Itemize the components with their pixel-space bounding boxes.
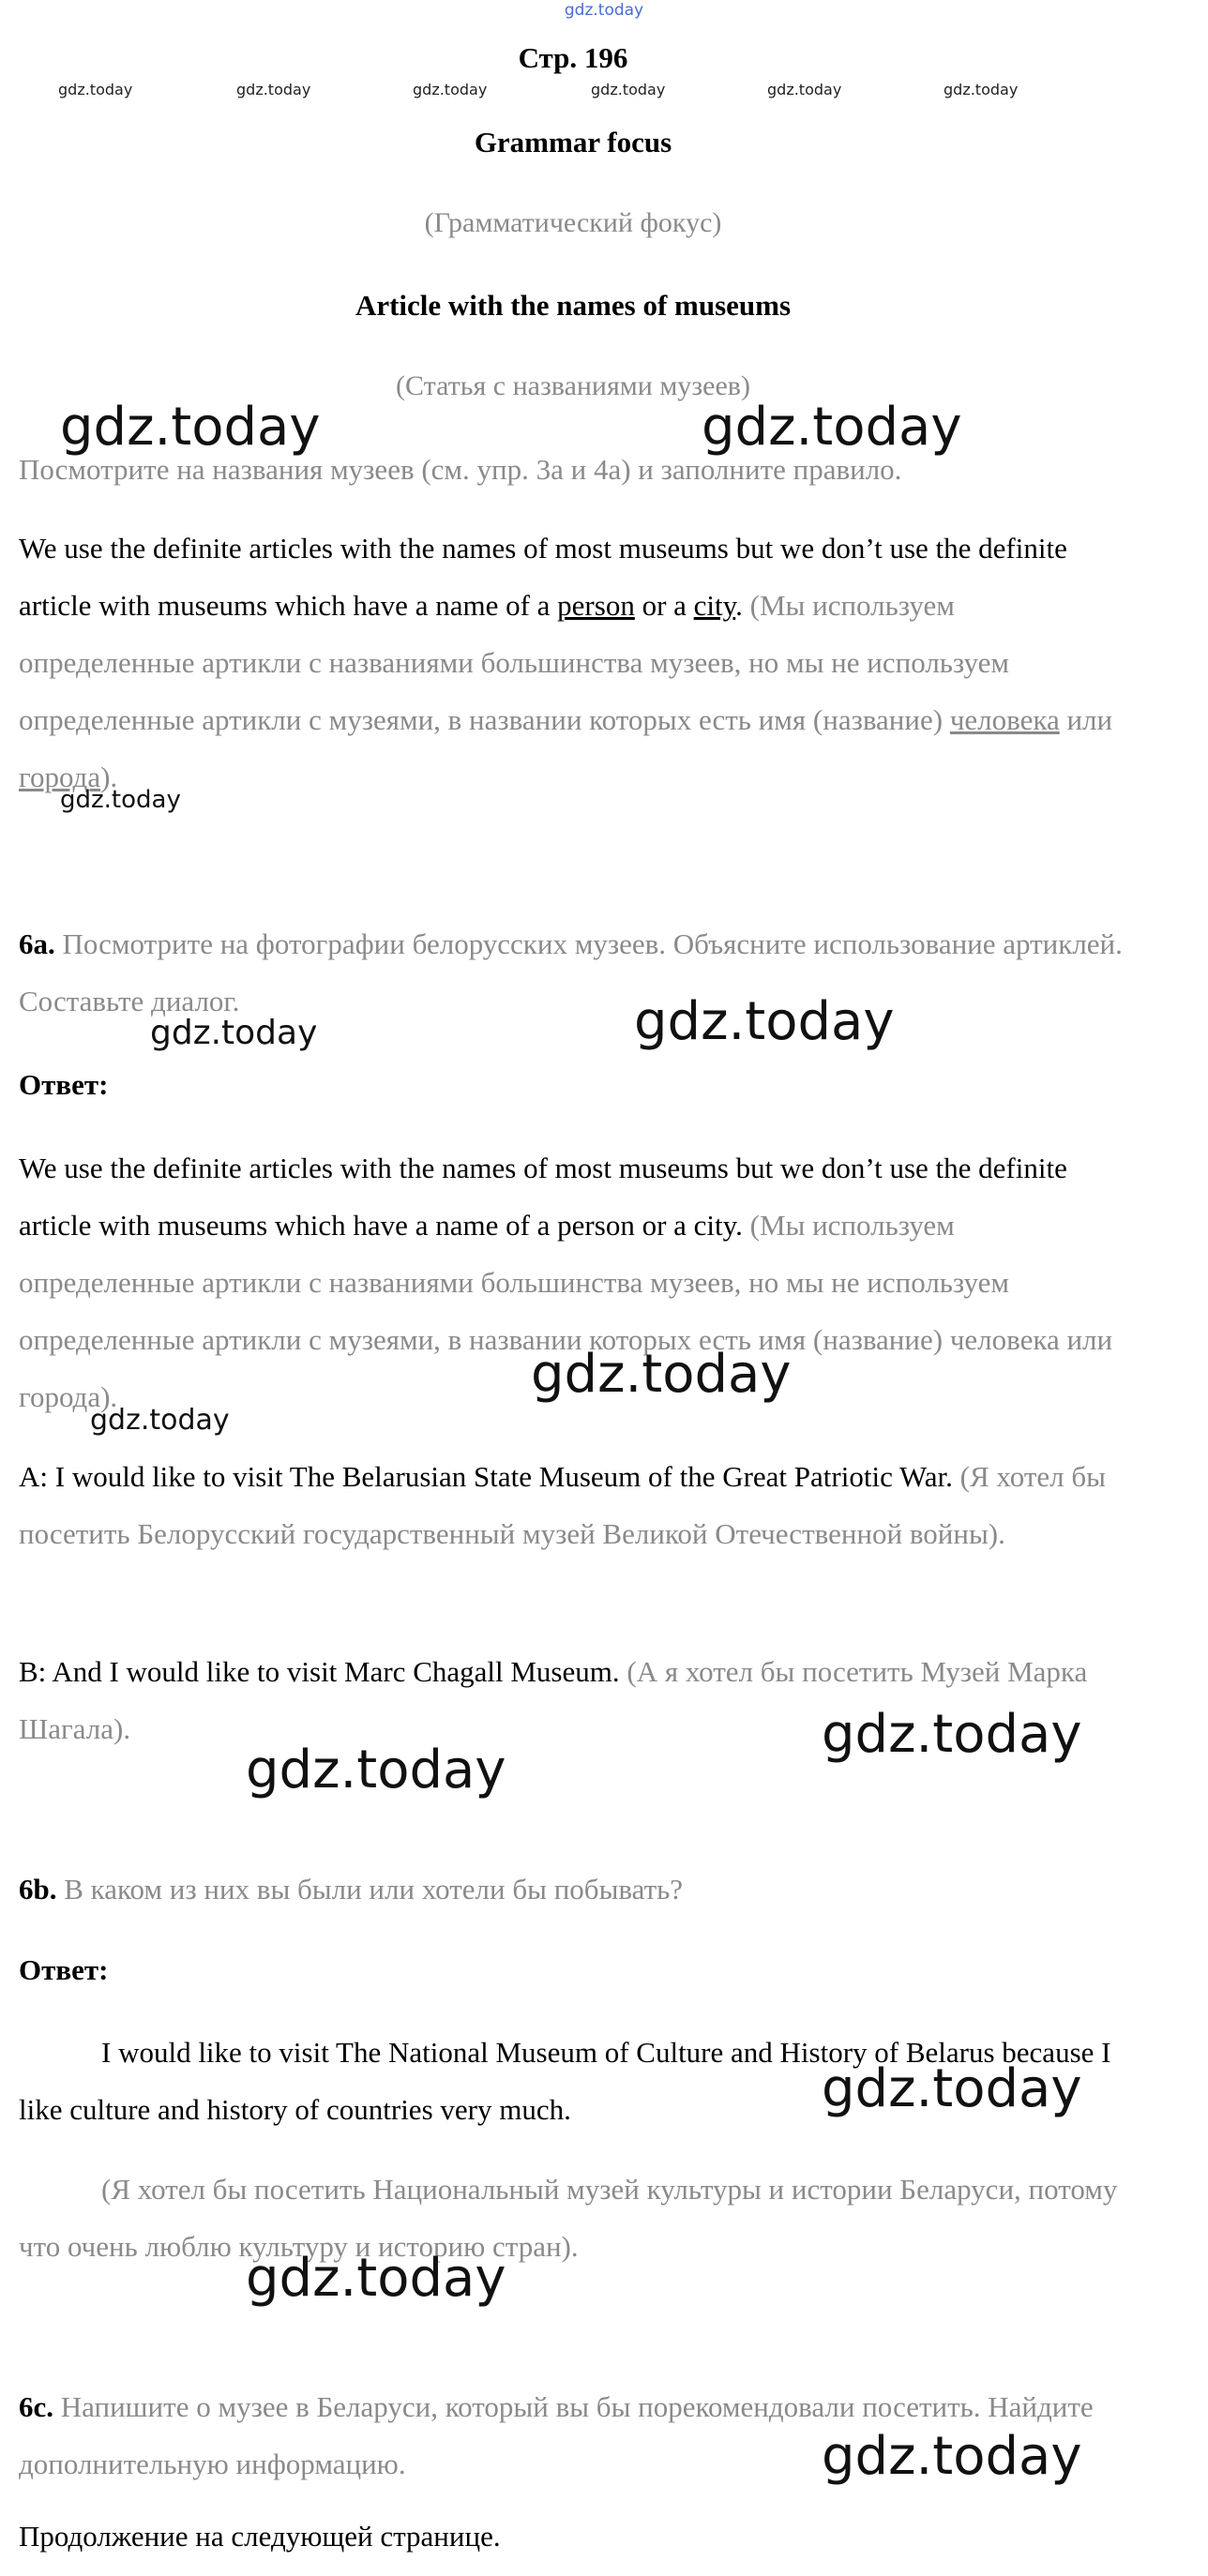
- watermark: gdz.today: [150, 1014, 318, 1052]
- task-text: В каком из них вы были или хотели бы побывать?: [56, 1873, 684, 1906]
- watermark: gdz.today: [531, 1344, 792, 1405]
- watermark-row: [0, 81, 1208, 103]
- watermark: gdz.today: [702, 397, 962, 458]
- section-heading: Grammar focus: [474, 126, 672, 158]
- rule-text: We use the definite articles with the names of most museums but we don’t use the definite article with museums which have a name of a: [19, 532, 1067, 622]
- answer-russian: (Мы используем определенные артикли с названиями большинства музеев, но мы не используем определенные артикли с музеями, в названии которых есть имя (название) человека или города).: [19, 1209, 1113, 1413]
- rule-blank-city: city: [693, 589, 736, 622]
- watermark: gdz.today: [944, 81, 1019, 98]
- page-title: Стр. 196: [518, 41, 628, 74]
- watermark: gdz.today: [58, 81, 133, 98]
- answer-label: Ответ:: [19, 1953, 109, 1986]
- watermark: gdz.today: [822, 2426, 1082, 2487]
- rule-translation: (Мы используем определенные артикли с названиями большинства музеев, но мы не используем определенные артикли с музеями, в названии которых есть имя (название) человека или города).: [19, 589, 1113, 793]
- watermark: gdz.today: [246, 2248, 506, 2309]
- rule-text: .: [735, 589, 743, 622]
- watermark: gdz.today: [767, 81, 842, 98]
- dialog-line-a: [19, 1448, 1130, 1562]
- task-label: 6b.: [19, 1873, 57, 1906]
- task-6b: [19, 1860, 1130, 1918]
- task-text: Напишите о музее в Беларуси, который вы бы порекомендовали посетить. Найдите дополнительную информацию.: [19, 2390, 1094, 2480]
- watermark: gdz.today: [60, 397, 321, 458]
- watermark: gdz.today: [236, 81, 311, 98]
- watermark: gdz.today: [591, 81, 666, 98]
- answer-6b-english: I would like to visit The National Museum of Culture and History of Belarus because I like culture and history of countries very much.: [19, 2036, 1111, 2126]
- rule-text: or a: [634, 589, 694, 622]
- top-watermark: gdz.today: [564, 1, 644, 20]
- answer-label: Ответ:: [19, 1068, 109, 1101]
- watermark: gdz.today: [413, 81, 488, 98]
- instruction-text: Посмотрите на названия музеев (см. упр. 3a и 4a) и заполните правило.: [19, 453, 902, 486]
- section-subheading: Article with the names of museums: [355, 289, 792, 322]
- task-label: 6c.: [19, 2390, 54, 2423]
- watermark: gdz.today: [60, 786, 181, 814]
- task-6a: [19, 915, 1130, 1030]
- section-heading-translation: (Грамматический фокус): [424, 207, 722, 238]
- section-subheading-translation: (Статья с названиями музеев): [396, 370, 750, 401]
- grammar-rule: [19, 520, 1130, 806]
- task-text: Посмотрите на фотографии белорусских музеев. Объясните использование артиклей. Составьте диалог.: [19, 927, 1123, 1017]
- answer-6b-russian: (Я хотел бы посетить Национальный музей культуры и истории Беларуси, потому что очень люблю культуру и историю стран).: [19, 2173, 1118, 2263]
- dialog-english: A: I would like to visit The Belarusian State Museum of the Great Patriotic War.: [19, 1460, 953, 1493]
- dialog-russian: (А я хотел бы посетить Музей Марка Шагала).: [19, 1655, 1088, 1745]
- watermark: gdz.today: [246, 1740, 506, 1800]
- watermark: gdz.today: [90, 1404, 230, 1437]
- rule-trans-person: человека: [949, 703, 1060, 736]
- answer-english: We use the definite articles with the names of most museums but we don’t use the definite article with museums which have a name of a person or a city.: [19, 1152, 1067, 1242]
- continuation-note: Продолжение на следующей странице.: [19, 2520, 501, 2553]
- watermark: gdz.today: [634, 991, 895, 1052]
- task-label: 6a.: [19, 927, 55, 960]
- watermark: gdz.today: [822, 2058, 1082, 2119]
- dialog-english: B: And I would like to visit Marc Chagall Museum.: [19, 1655, 620, 1688]
- watermark: gdz.today: [822, 1704, 1082, 1765]
- rule-blank-person: person: [557, 589, 635, 622]
- rule-trans-city: города: [19, 761, 101, 793]
- dialog-russian: (Я хотел бы посетить Белорусский государственный музей Великой Отечественной войны).: [19, 1460, 1106, 1550]
